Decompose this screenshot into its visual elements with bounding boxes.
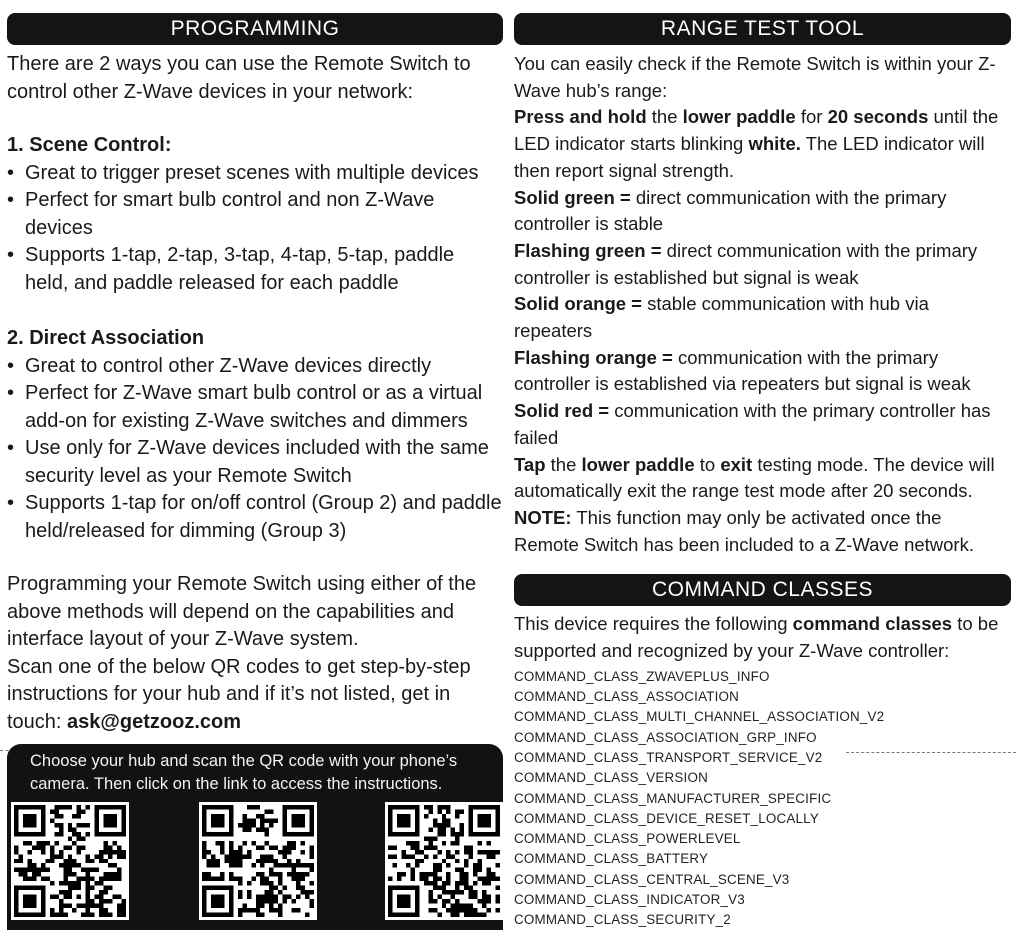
command-classes-body: [514, 611, 1011, 664]
list-item: COMMAND_CLASS_VERSION: [514, 770, 708, 786]
range-test-body: [514, 51, 1011, 558]
list-item: COMMAND_CLASS_MULTI_CHANNEL_ASSOCIATION_V2: [514, 709, 885, 725]
scene-control-list: [7, 160, 503, 298]
range-test-title: RANGE TEST TOOL: [514, 13, 1011, 45]
list-item: • Use only for Z-Wave devices included with the same security level as your Remote Switch: [7, 435, 503, 490]
direct-association-list: [7, 353, 503, 546]
press-hold-instruction: Press and hold the lower paddle for 20 seconds until the LED indicator starts blinking white. The LED indicator will then report signal strength.: [514, 106, 999, 181]
qr-caption: Choose your hub and scan the QR code with your phone’s camera. Then click on the link to access the instructions.: [30, 752, 458, 793]
list-item: • Supports 1-tap, 2-tap, 3-tap, 4-tap, 5-tap, paddle held, and paddle released for each paddle: [7, 242, 503, 297]
scene-control-heading: 1. Scene Control:: [7, 134, 172, 156]
range-note: NOTE: This function may only be activated once the Remote Switch has been included to a Z-Wave network.: [514, 506, 974, 555]
led-state-solid-green: Solid green = direct communication with the primary controller is stable: [514, 186, 947, 235]
list-item: • Perfect for Z-Wave smart bulb control or as a virtual add-on for existing Z-Wave switches and dimmers: [7, 380, 503, 435]
led-state-flashing-green: Flashing green = direct communication with the primary controller is established but signal is weak: [514, 239, 978, 288]
led-state-flashing-orange: Flashing orange = communication with the primary controller is established via repeaters but signal is weak: [514, 346, 971, 395]
qr-code-icon: [14, 805, 126, 917]
list-item: COMMAND_CLASS_ZWAVEPLUS_INFO: [514, 668, 770, 684]
support-email-link[interactable]: ask@getzooz.com: [67, 710, 242, 733]
programming-title: PROGRAMMING: [7, 13, 503, 45]
led-state-solid-orange: Solid orange = stable communication with hub via repeaters: [514, 293, 929, 342]
list-item: • Great to control other Z-Wave devices directly: [7, 353, 503, 381]
led-state-solid-red: Solid red = communication with the primary controller has failed: [514, 400, 991, 448]
list-item: COMMAND_CLASS_ASSOCIATION_GRP_INFO: [514, 729, 817, 745]
programming-intro: There are 2 ways you can use the Remote Switch to control other Z-Wave devices in your network:: [7, 53, 471, 103]
list-item: COMMAND_CLASS_POWERLEVEL: [514, 831, 741, 847]
list-item: COMMAND_CLASS_MANUFACTURER_SPECIFIC: [514, 790, 832, 806]
qr-code-panel: [7, 744, 503, 930]
command-classes-intro: This device requires the following command classes to be supported and recognized by your Z-Wave controller:: [514, 613, 999, 662]
list-item: • Perfect for smart bulb control and non Z-Wave devices: [7, 187, 503, 242]
list-item: • Supports 1-tap for on/off control (Group 2) and paddle held/released for dimming (Group 3): [7, 490, 503, 545]
programming-outro: Programming your Remote Switch using either of the above methods will depend on the capabilities and interface layout of your Z-Wave system.: [7, 573, 477, 650]
qr-code-icon: [202, 805, 314, 917]
list-item: • Great to trigger preset scenes with multiple devices: [7, 160, 503, 188]
direct-association-heading: 2. Direct Association: [7, 327, 205, 349]
list-item: COMMAND_CLASS_SECURITY_2: [514, 912, 731, 928]
qr-code-icon: [388, 805, 500, 917]
list-item: COMMAND_CLASS_ASSOCIATION: [514, 689, 739, 705]
range-intro: You can easily check if the Remote Switch is within your Z-Wave hub’s range:: [514, 53, 996, 101]
list-item: COMMAND_CLASS_BATTERY: [514, 851, 709, 867]
qr-code[interactable]: [385, 802, 503, 920]
qr-code[interactable]: [199, 802, 317, 920]
list-item: COMMAND_CLASS_DEVICE_RESET_LOCALLY: [514, 810, 819, 826]
exit-instruction: Tap the lower paddle to exit testing mode. The device will automatically exit the range test mode after 20 seconds.: [514, 453, 995, 502]
programming-section: [7, 0, 503, 736]
command-classes-title: COMMAND CLASSES: [514, 574, 1011, 606]
list-item: COMMAND_CLASS_TRANSPORT_SERVICE_V2: [514, 749, 823, 765]
qr-code[interactable]: [11, 802, 129, 920]
list-item: COMMAND_CLASS_CENTRAL_SCENE_V3: [514, 871, 790, 887]
range-test-section: [514, 0, 1011, 931]
list-item: COMMAND_CLASS_INDICATOR_V3: [514, 892, 745, 908]
command-class-list: [514, 667, 1011, 931]
scan-instructions: Scan one of the below QR codes to get step-by-step instructions for your hub and if it’s not listed, get in touch: ask@getzooz.com: [7, 655, 471, 733]
